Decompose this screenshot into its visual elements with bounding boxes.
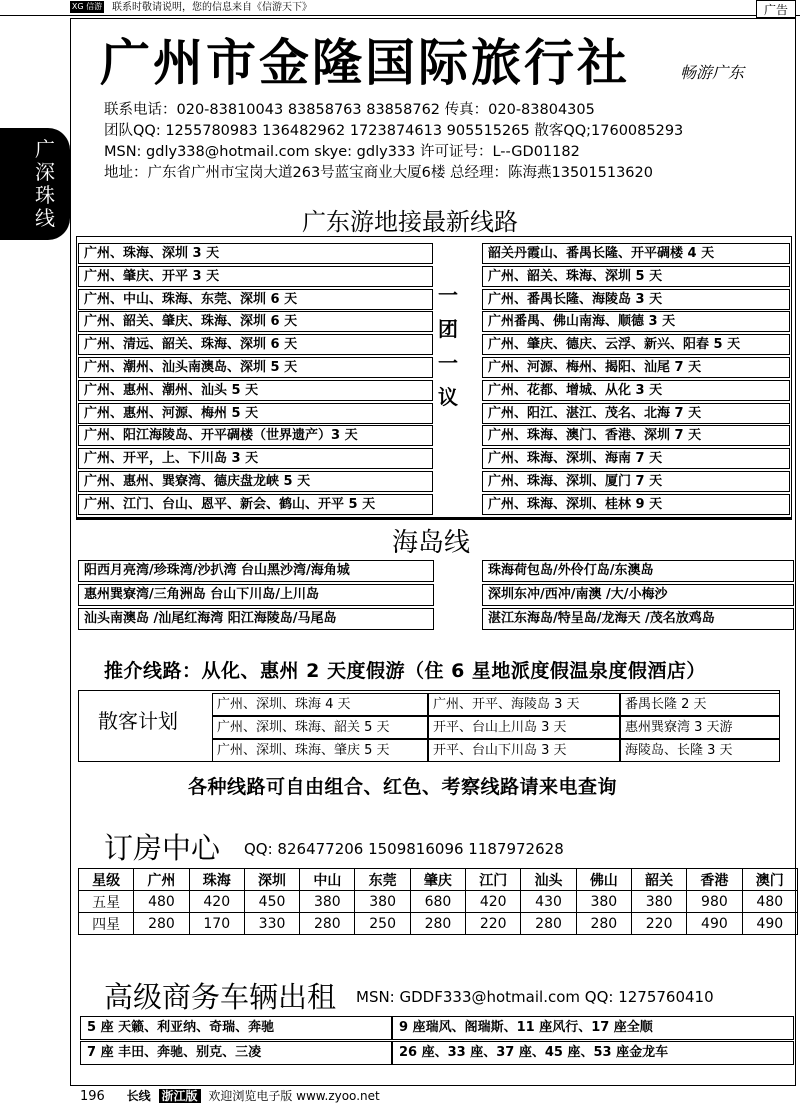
hotel-price-cell: 280 [410,913,465,935]
contact-phone: 联系电话：020-83810043 83858763 83858762 传真：020-83804305 [104,102,595,118]
car-item: 7 座 丰田、奔驰、别克、三凌 [80,1041,392,1065]
hotel-price-cell: 330 [244,913,299,935]
hotel-price-cell: 380 [631,891,686,913]
hotel-header-cell: 江门 [466,869,521,891]
section-side-tab [0,128,70,240]
publisher-logo: XG 信游 [71,2,103,11]
hotel-price-cell: 450 [244,891,299,913]
route-item: 广州、潮州、汕头南澳岛、深圳 5 天 [78,357,433,378]
island-title: 海岛线 [392,528,471,558]
footer-text: 欢迎浏览电子版 www.zyoo.net [208,1089,380,1103]
retail-item: 海陵岛、长隆 3 天 [620,739,780,762]
page-footer [80,1088,380,1105]
contact-qq: 团队QQ: 1255780983 136482962 1723874613 905515265 散客QQ;1760085293 [104,123,684,139]
retail-item: 惠州巽寮湾 3 天游 [620,716,780,739]
hotel-header-cell: 星级 [79,869,134,891]
side-tab-label: 广深珠线 [35,137,55,230]
hotel-price-cell: 280 [300,913,355,935]
hotel-header-cell: 肇庆 [410,869,465,891]
hotel-price-cell: 280 [134,913,189,935]
island-item: 珠海荷包岛/外伶仃岛/东澳岛 [482,560,794,582]
hotel-price-cell: 490 [742,913,797,935]
island-item: 汕头南澳岛 /汕尾红海湾 阳江海陵岛/马尾岛 [78,608,434,630]
hotel-qq: QQ: 826477206 1509816096 1187972628 [244,840,564,858]
hotel-header-cell: 汕头 [521,869,576,891]
hotel-header-cell: 深圳 [244,869,299,891]
hotel-price-cell: 四星 [79,913,134,935]
route-item: 广州、惠州、巽寮湾、德庆盘龙峡 5 天 [78,471,433,492]
contact-address: 地址：广东省广州市宝岗大道263号蓝宝商业大厦6楼 总经理：陈海燕13501513620 [104,165,653,181]
agency-name: 广州市金隆国际旅行社 [100,34,630,92]
route-item: 广州番禺、佛山南海、顺德 3 天 [482,311,790,332]
retail-note: 各种线路可自由组合、红色、考察线路请来电查询 [188,776,618,798]
routes-negotiable-label: 一团一议 [438,283,458,409]
hotel-price-row [79,913,798,935]
hotel-price-cell: 420 [189,891,244,913]
hotel-price-cell: 420 [466,891,521,913]
retail-item: 广州、深圳、珠海、韶关 5 天 [212,716,428,739]
hotel-price-cell: 220 [466,913,521,935]
retail-item: 开平、台山下川岛 3 天 [428,739,620,762]
hotel-header-cell: 广州 [134,869,189,891]
route-item: 广州、珠海、深圳、海南 7 天 [482,448,790,469]
hotel-price-cell: 170 [189,913,244,935]
hotel-price-cell: 250 [355,913,410,935]
edition-tag: 浙江版 [159,1089,201,1103]
hotel-price-cell: 280 [576,913,631,935]
route-item: 广州、珠海、澳门、香港、深圳 7 天 [482,425,790,446]
hotel-title: 订房中心 [104,831,221,865]
hotel-price-table [78,868,798,935]
hotel-header-cell: 珠海 [189,869,244,891]
car-title: 高级商务车辆出租 [104,980,337,1014]
retail-item: 广州、深圳、珠海 4 天 [212,693,428,716]
route-item: 广州、珠海、深圳 3 天 [78,243,433,264]
hotel-header-cell: 韶关 [631,869,686,891]
route-item: 广州、江门、台山、恩平、新会、鹤山、开平 5 天 [78,494,433,515]
island-item: 惠州巽寮湾/三角洲岛 台山下川岛/上川岛 [78,584,434,606]
retail-item: 广州、深圳、珠海、肇庆 5 天 [212,739,428,762]
route-item: 广州、肇庆、开平 3 天 [78,266,433,287]
island-item: 阳西月亮湾/珍珠湾/沙扒湾 台山黑沙湾/海角城 [78,560,434,582]
route-item: 广州、阳江海陵岛、开平碉楼（世界遗产）3 天 [78,425,433,446]
top-bar [0,0,800,16]
route-item: 广州、河源、梅州、揭阳、汕尾 7 天 [482,357,790,378]
hotel-price-cell: 480 [134,891,189,913]
route-item: 广州、韶关、珠海、深圳 5 天 [482,266,790,287]
retail-label: 散客计划 [98,709,178,733]
hotel-price-cell: 五星 [79,891,134,913]
car-item: 9 座瑞风、阁瑞斯、11 座风行、17 座全顺 [392,1016,794,1040]
route-item: 广州、开平，上、下川岛 3 天 [78,448,433,469]
hotel-price-cell: 380 [300,891,355,913]
car-item: 26 座、33 座、37 座、45 座、53 座金龙车 [392,1041,794,1065]
hotel-header-cell: 佛山 [576,869,631,891]
hotel-header-cell: 中山 [300,869,355,891]
routes-title: 广东游地接最新线路 [302,208,518,236]
routes-divider [76,518,792,520]
route-item: 广州、肇庆、德庆、云浮、新兴、阳春 5 天 [482,334,790,355]
contact-msn: MSN: gdly338@hotmail.com skye: gdly333 许可证号：L--GD01182 [104,144,580,160]
route-item: 广州、番禺长隆、海陵岛 3 天 [482,289,790,310]
island-item: 深圳东冲/西冲/南澳 /大/小梅沙 [482,584,794,606]
route-item: 广州、花都、增城、从化 3 天 [482,380,790,401]
hotel-header-cell: 香港 [687,869,742,891]
retail-item: 开平、台山上川岛 3 天 [428,716,620,739]
island-item: 湛江东海岛/特呈岛/龙海天 /茂名放鸡岛 [482,608,794,630]
route-item: 韶关丹霞山、番禺长隆、开平碉楼 4 天 [482,243,790,264]
footer-section: 长线 [126,1089,151,1103]
hotel-price-cell: 280 [521,913,576,935]
hotel-price-cell: 980 [687,891,742,913]
hotel-price-cell: 380 [576,891,631,913]
hotel-header-row [79,869,798,891]
hotel-header-cell: 东莞 [355,869,410,891]
route-item: 广州、惠州、河源、梅州 5 天 [78,403,433,424]
hotel-price-cell: 480 [742,891,797,913]
car-item: 5 座 天籁、利亚纳、奇瑞、奔驰 [80,1016,392,1040]
hotel-price-cell: 680 [410,891,465,913]
car-contact: MSN: GDDF333@hotmail.com QQ: 1275760410 [356,988,714,1006]
route-item: 广州、珠海、深圳、厦门 7 天 [482,471,790,492]
route-item: 广州、惠州、潮州、汕头 5 天 [78,380,433,401]
route-item: 广州、中山、珠海、东莞、深圳 6 天 [78,289,433,310]
hotel-price-row [79,891,798,913]
page-number: 196 [80,1089,105,1104]
promo-line: 推介线路：从化、惠州 2 天度假游（住 6 星地派度假温泉度假酒店） [104,660,706,682]
route-item: 广州、清远、韶关、珠海、深圳 6 天 [78,334,433,355]
retail-item: 番禺长隆 2 天 [620,693,780,716]
route-item: 广州、阳江、湛江、茂名、北海 7 天 [482,403,790,424]
route-item: 广州、韶关、肇庆、珠海、深圳 6 天 [78,311,433,332]
route-item: 广州、珠海、深圳、桂林 9 天 [482,494,790,515]
retail-item: 广州、开平、海陵岛 3 天 [428,693,620,716]
hotel-price-cell: 220 [631,913,686,935]
agency-slogan: 畅游广东 [680,63,745,82]
ad-label: 广告 [756,0,796,18]
hotel-price-cell: 430 [521,891,576,913]
hotel-price-cell: 490 [687,913,742,935]
hotel-price-cell: 380 [355,891,410,913]
hotel-header-cell: 澳门 [742,869,797,891]
source-notice: 联系时敬请说明，您的信息来自《信游天下》 [112,2,312,13]
